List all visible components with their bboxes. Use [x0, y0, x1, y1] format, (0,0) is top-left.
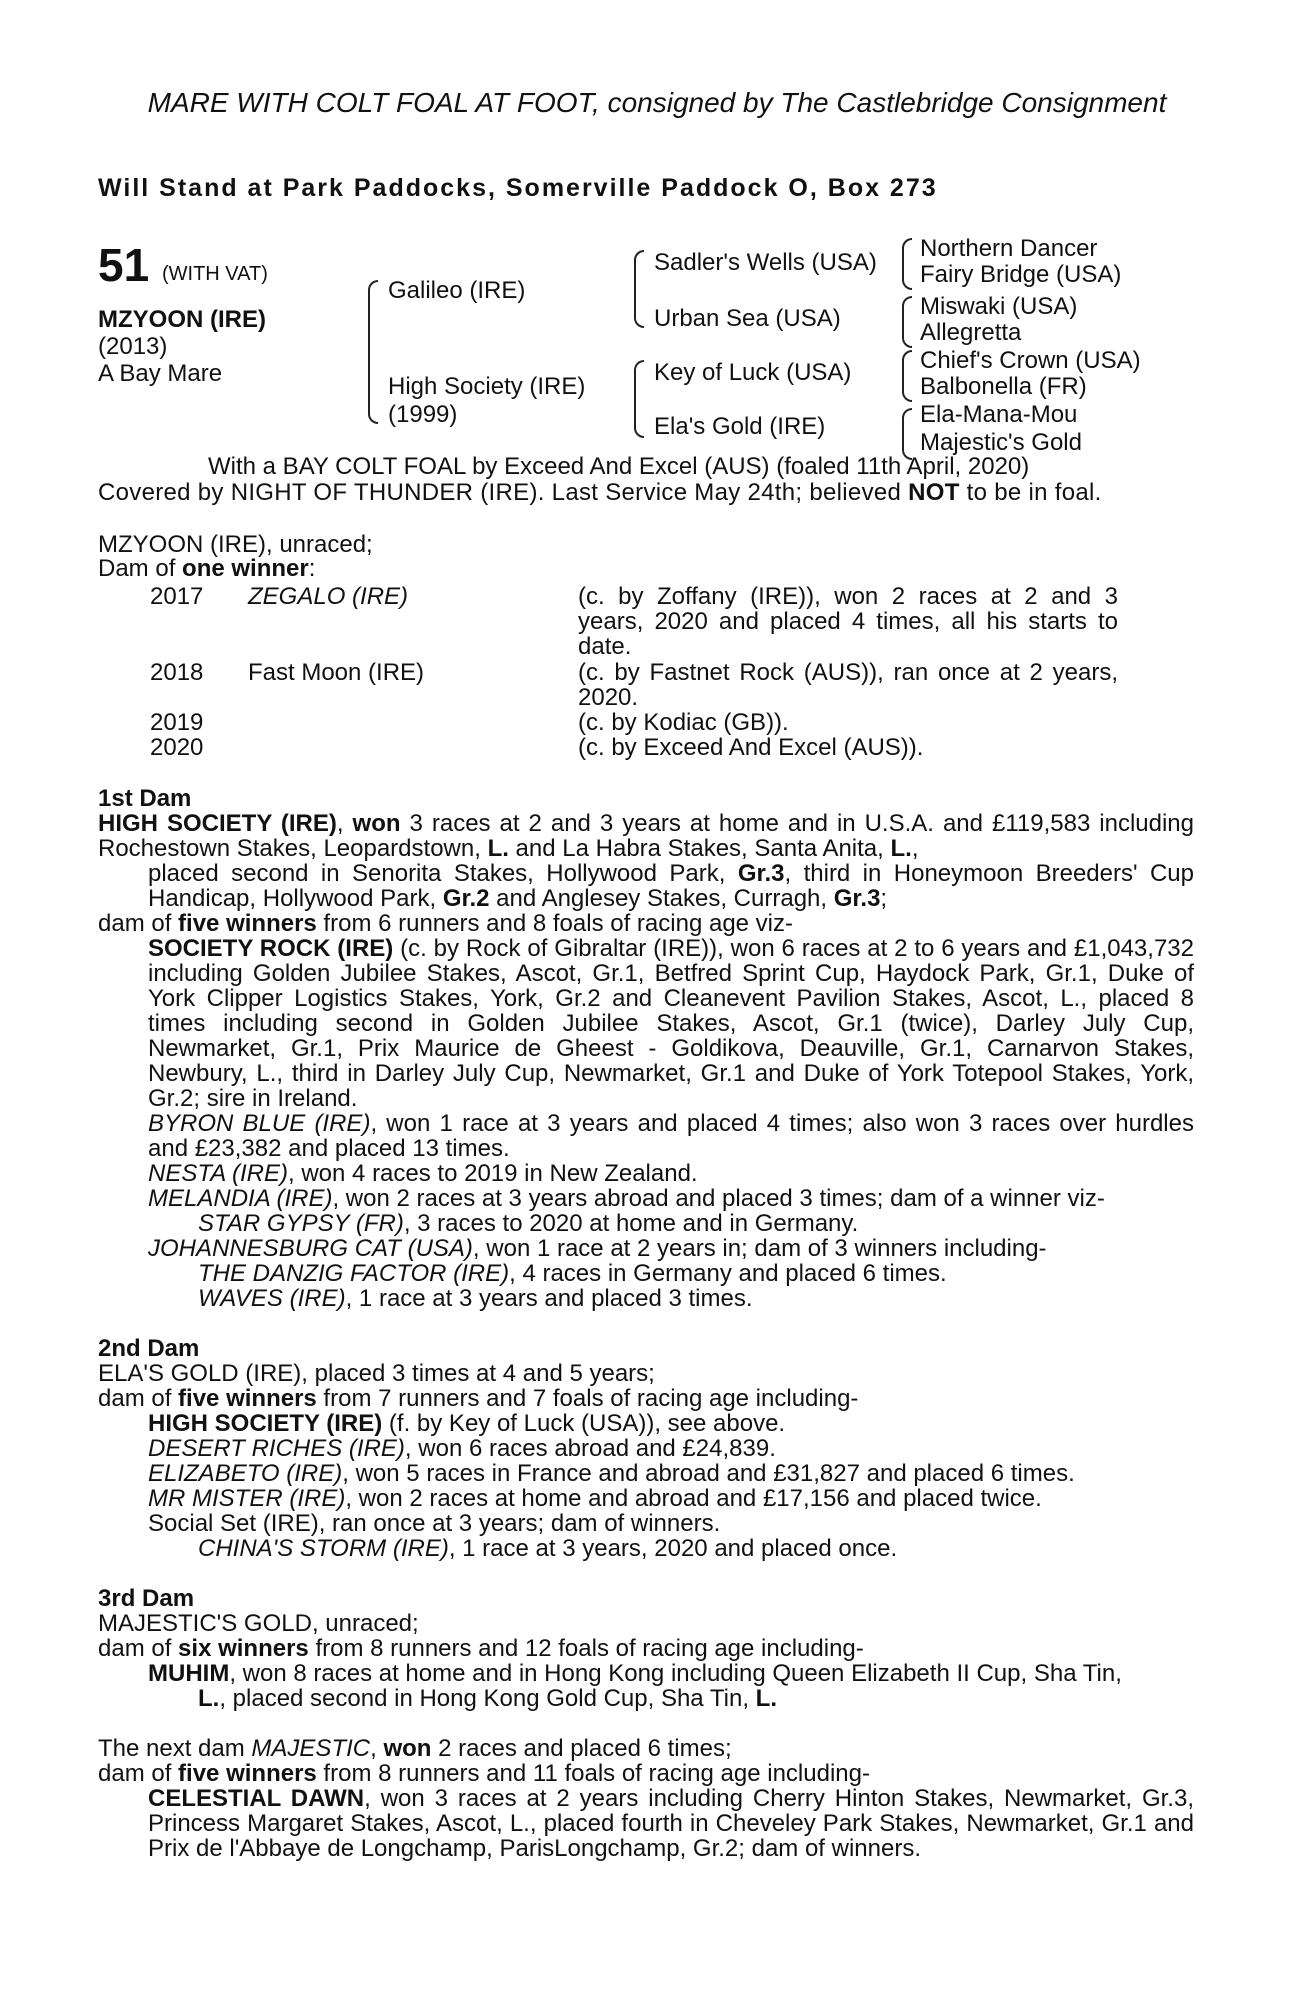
horse-desc: A Bay Mare [98, 360, 223, 387]
dam3-intro: MAJESTIC'S GOLD, unraced; [98, 1610, 419, 1637]
ped-ddd: Majestic's Gold [920, 429, 1082, 456]
pedigree-brace [634, 250, 644, 328]
produce-detail: (c. by Kodiac (GB)). [578, 709, 789, 736]
horse-name: MZYOON (IRE) [98, 306, 266, 333]
sire-dam: Urban Sea (USA) [654, 305, 841, 332]
sire: Galileo (IRE) [388, 277, 526, 304]
dam1-record: HIGH SOCIETY (IRE), won 3 races at 2 and 3 years at home and in U.S.A. and £119,583 including Rochestown Stakes, Leopardstown, L. and La Habra Stakes, Santa Anita, L., [98, 810, 1195, 862]
produce-year: 2018 [150, 659, 204, 686]
lot-number: 51 [98, 239, 150, 291]
progeny-society-rock: SOCIETY ROCK (IRE) (c. by Rock of Gibraltar (IRE)), won 6 races at 2 to 6 years and £1,043,732 including Golden Jubilee Stakes, Ascot, Gr.1, Betfred Sprint Cup, Haydock Park, Gr.1, Duke of York Clipper Logistics Stakes, York, Gr.2 and Cleanevent Pavilion Stakes, Ascot, L., placed 8 times including second in Golden Jubilee Stakes, Ascot, Gr.1 (twice), Darley July Cup, Newmarket, Gr.1, Prix Maurice de Gheest - Goldikova, Deauville, Gr.1, Carnarvon Stakes, Newbury, L., third in Darley July Cup, Newmarket, Gr.1 and Duke of York Totepool Stakes, York, Gr.2; sire in Ireland. [148, 935, 1194, 1112]
dam-year: (1999) [388, 401, 458, 428]
ped-sdd: Allegretta [920, 319, 1022, 346]
progeny-danzig-factor: THE DANZIG FACTOR (IRE), 4 races in Germany and placed 6 times. [198, 1260, 947, 1287]
progeny-waves: WAVES (IRE), 1 race at 3 years and placed 3 times. [198, 1285, 753, 1312]
pedigree-brace [634, 360, 644, 438]
cover-line: Covered by NIGHT OF THUNDER (IRE). Last Service May 24th; believed NOT to be in foal. [98, 479, 1102, 506]
dam: High Society (IRE) [388, 373, 586, 400]
dam-dam: Ela's Gold (IRE) [654, 413, 826, 440]
section-heading: 2nd Dam [98, 1335, 200, 1362]
dam1-record-cont: placed second in Senorita Stakes, Hollywood Park, Gr.3, third in Honeymoon Breeders' Cup Handicap, Hollywood Park, Gr.2 and Anglesey Stakes, Curragh, Gr.3; [148, 860, 1194, 912]
progeny-star-gypsy: STAR GYPSY (FR), 3 races to 2020 at home and in Germany. [198, 1210, 859, 1237]
produce-detail: (c. by Zoffany (IRE)), won 2 races at 2 and 3 years, 2020 and placed 4 times, all his starts to date. [578, 583, 1118, 660]
foal-line: With a BAY COLT FOAL by Exceed And Excel (AUS) (foaled 11th April, 2020) [208, 453, 1030, 480]
dam-of-line: dam of five winners from 8 runners and 11 foals of racing age including- [98, 1760, 870, 1787]
ped-ssd: Fairy Bridge (USA) [920, 261, 1122, 288]
progeny-muhim-cont: L., placed second in Hong Kong Gold Cup, Sha Tin, L. [198, 1685, 777, 1712]
produce-detail: (c. by Fastnet Rock (AUS)), ran once at 2 years, 2020. [578, 659, 1118, 711]
dam-sire: Key of Luck (USA) [654, 359, 852, 386]
progeny-nesta: NESTA (IRE), won 4 races to 2019 in New Zealand. [148, 1160, 698, 1187]
produce-year: 2017 [150, 583, 204, 610]
pedigree-brace [902, 350, 912, 402]
progeny-chinas-storm: CHINA'S STORM (IRE), 1 race at 3 years, 2020 and placed once. [198, 1535, 898, 1562]
dam-of-line: Dam of one winner: [98, 555, 316, 582]
progeny-social-set: Social Set (IRE), ran once at 3 years; dam of winners. [148, 1510, 721, 1537]
ped-dsd: Balbonella (FR) [920, 373, 1087, 400]
produce-name: ZEGALO (IRE) [248, 583, 409, 610]
produce-year: 2019 [150, 709, 204, 736]
produce-year: 2020 [150, 734, 204, 761]
dam-of-line: dam of five winners from 7 runners and 7 foals of racing age including- [98, 1385, 859, 1412]
progeny-mr-mister: MR MISTER (IRE), won 2 races at home and abroad and £17,156 and placed twice. [148, 1485, 1042, 1512]
vat-label: (WITH VAT) [162, 263, 268, 285]
produce-detail: (c. by Exceed And Excel (AUS)). [578, 734, 924, 761]
pedigree-brace [902, 238, 912, 290]
ped-sss: Northern Dancer [920, 235, 1098, 262]
ped-dds: Ela-Mana-Mou [920, 401, 1078, 428]
progeny-johannesburg-cat: JOHANNESBURG CAT (USA), won 1 race at 2 years in; dam of 3 winners including- [148, 1235, 1047, 1262]
section-heading: 3rd Dam [98, 1585, 195, 1612]
dam-of-line: dam of six winners from 8 runners and 12 foals of racing age including- [98, 1635, 864, 1662]
section-heading: 1st Dam [98, 785, 192, 812]
dam-of-line: dam of five winners from 6 runners and 8 foals of racing age viz- [98, 910, 794, 937]
sire-sire: Sadler's Wells (USA) [654, 249, 877, 276]
stand-location: Will Stand at Park Paddocks, Somerville Paddock O, Box 273 [98, 174, 938, 202]
horse-year: (2013) [98, 333, 168, 360]
next-dam-intro: The next dam MAJESTIC, won 2 races and placed 6 times; [98, 1735, 732, 1762]
mare-intro: MZYOON (IRE), unraced; [98, 531, 373, 558]
ped-dss: Chief's Crown (USA) [920, 347, 1141, 374]
progeny-desert-riches: DESERT RICHES (IRE), won 6 races abroad and £24,839. [148, 1435, 776, 1462]
produce-name: Fast Moon (IRE) [248, 659, 425, 686]
progeny-byron-blue: BYRON BLUE (IRE), won 1 race at 3 years and placed 4 times; also won 3 races over hurdles and £23,382 and placed 13 times. [148, 1110, 1194, 1162]
dam2-intro: ELA'S GOLD (IRE), placed 3 times at 4 and 5 years; [98, 1360, 655, 1387]
progeny-celestial-dawn: CELESTIAL DAWN, won 3 races at 2 years including Cherry Hinton Stakes, Newmarket, Gr.3, Princess Margaret Stakes, Ascot, L., placed fourth in Cheveley Park Stakes, Newmarket, Gr.1 and Prix de l'Abbaye de Longchamp, ParisLongchamp, Gr.2; dam of winners. [148, 1785, 1194, 1862]
progeny-melandia: MELANDIA (IRE), won 2 races at 3 years abroad and placed 3 times; dam of a winner viz- [148, 1185, 1105, 1212]
pedigree-brace [368, 280, 378, 424]
progeny-elizabeto: ELIZABETO (IRE), won 5 races in France and abroad and £31,827 and placed 6 times. [148, 1460, 1075, 1487]
ped-sds: Miswaki (USA) [920, 293, 1078, 320]
page-title: MARE WITH COLT FOAL AT FOOT, consigned by The Castlebridge Consignment [147, 87, 1167, 118]
pedigree-brace [902, 296, 912, 348]
progeny-high-society: HIGH SOCIETY (IRE) (f. by Key of Luck (USA)), see above. [148, 1410, 786, 1437]
progeny-muhim: MUHIM, won 8 races at home and in Hong Kong including Queen Elizabeth II Cup, Sha Tin, [148, 1660, 1122, 1687]
